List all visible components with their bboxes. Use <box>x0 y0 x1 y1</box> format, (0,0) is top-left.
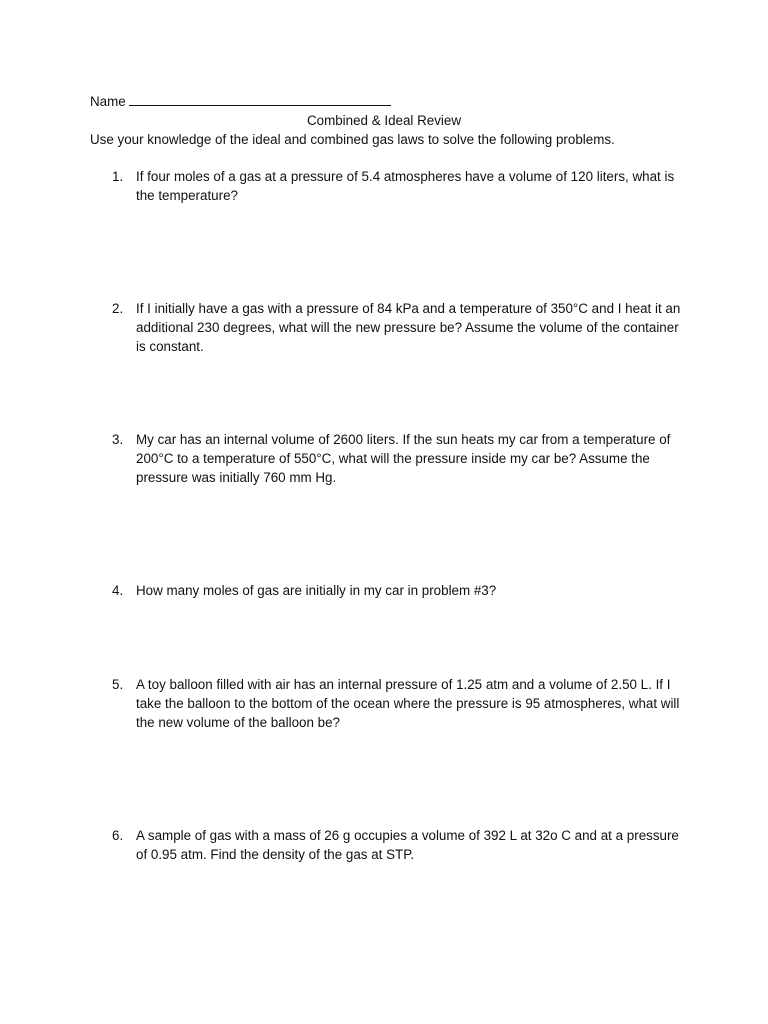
question-number: 5. <box>112 677 124 692</box>
question-number: 1. <box>112 169 124 184</box>
question-text: A toy balloon filled with air has an internal pressure of 1.25 atm and a volume of 2.50 L. If I take the balloon to the bottom of the ocean where the pressure is 95 atmospheres, what will the new volume of the balloon be? <box>136 677 680 730</box>
question-item <box>112 167 682 205</box>
question-number: 4. <box>112 583 124 598</box>
instructions: Use your knowledge of the ideal and combined gas laws to solve the following problems. <box>90 132 615 147</box>
name-blank-line <box>129 91 391 106</box>
question-item <box>112 581 682 600</box>
question-item <box>112 826 682 864</box>
question-text: A sample of gas with a mass of 26 g occupies a volume of 392 L at 32o C and at a pressure of 0.95 atm. Find the density of the gas at STP. <box>136 828 679 862</box>
question-item <box>112 675 682 732</box>
question-item <box>112 299 682 356</box>
question-text: If I initially have a gas with a pressure of 84 kPa and a temperature of 350°C and I heat it an additional 230 degrees, what will the new pressure be? Assume the volume of the container is constant. <box>136 301 681 354</box>
name-field-row <box>90 91 391 111</box>
question-text: My car has an internal volume of 2600 liters. If the sun heats my car from a temperature of 200°C to a temperature of 550°C, what will the pressure inside my car be? Assume the pressure was initially 760 mm Hg. <box>136 432 671 485</box>
question-item <box>112 430 682 487</box>
worksheet-title: Combined & Ideal Review <box>306 113 462 128</box>
question-text: If four moles of a gas at a pressure of 5.4 atmospheres have a volume of 120 liters, what is the temperature? <box>136 169 675 203</box>
name-label: Name <box>90 94 126 109</box>
question-number: 6. <box>112 828 124 843</box>
question-text: How many moles of gas are initially in my car in problem #3? <box>136 583 497 598</box>
question-number: 3. <box>112 432 124 447</box>
question-number: 2. <box>112 301 124 316</box>
